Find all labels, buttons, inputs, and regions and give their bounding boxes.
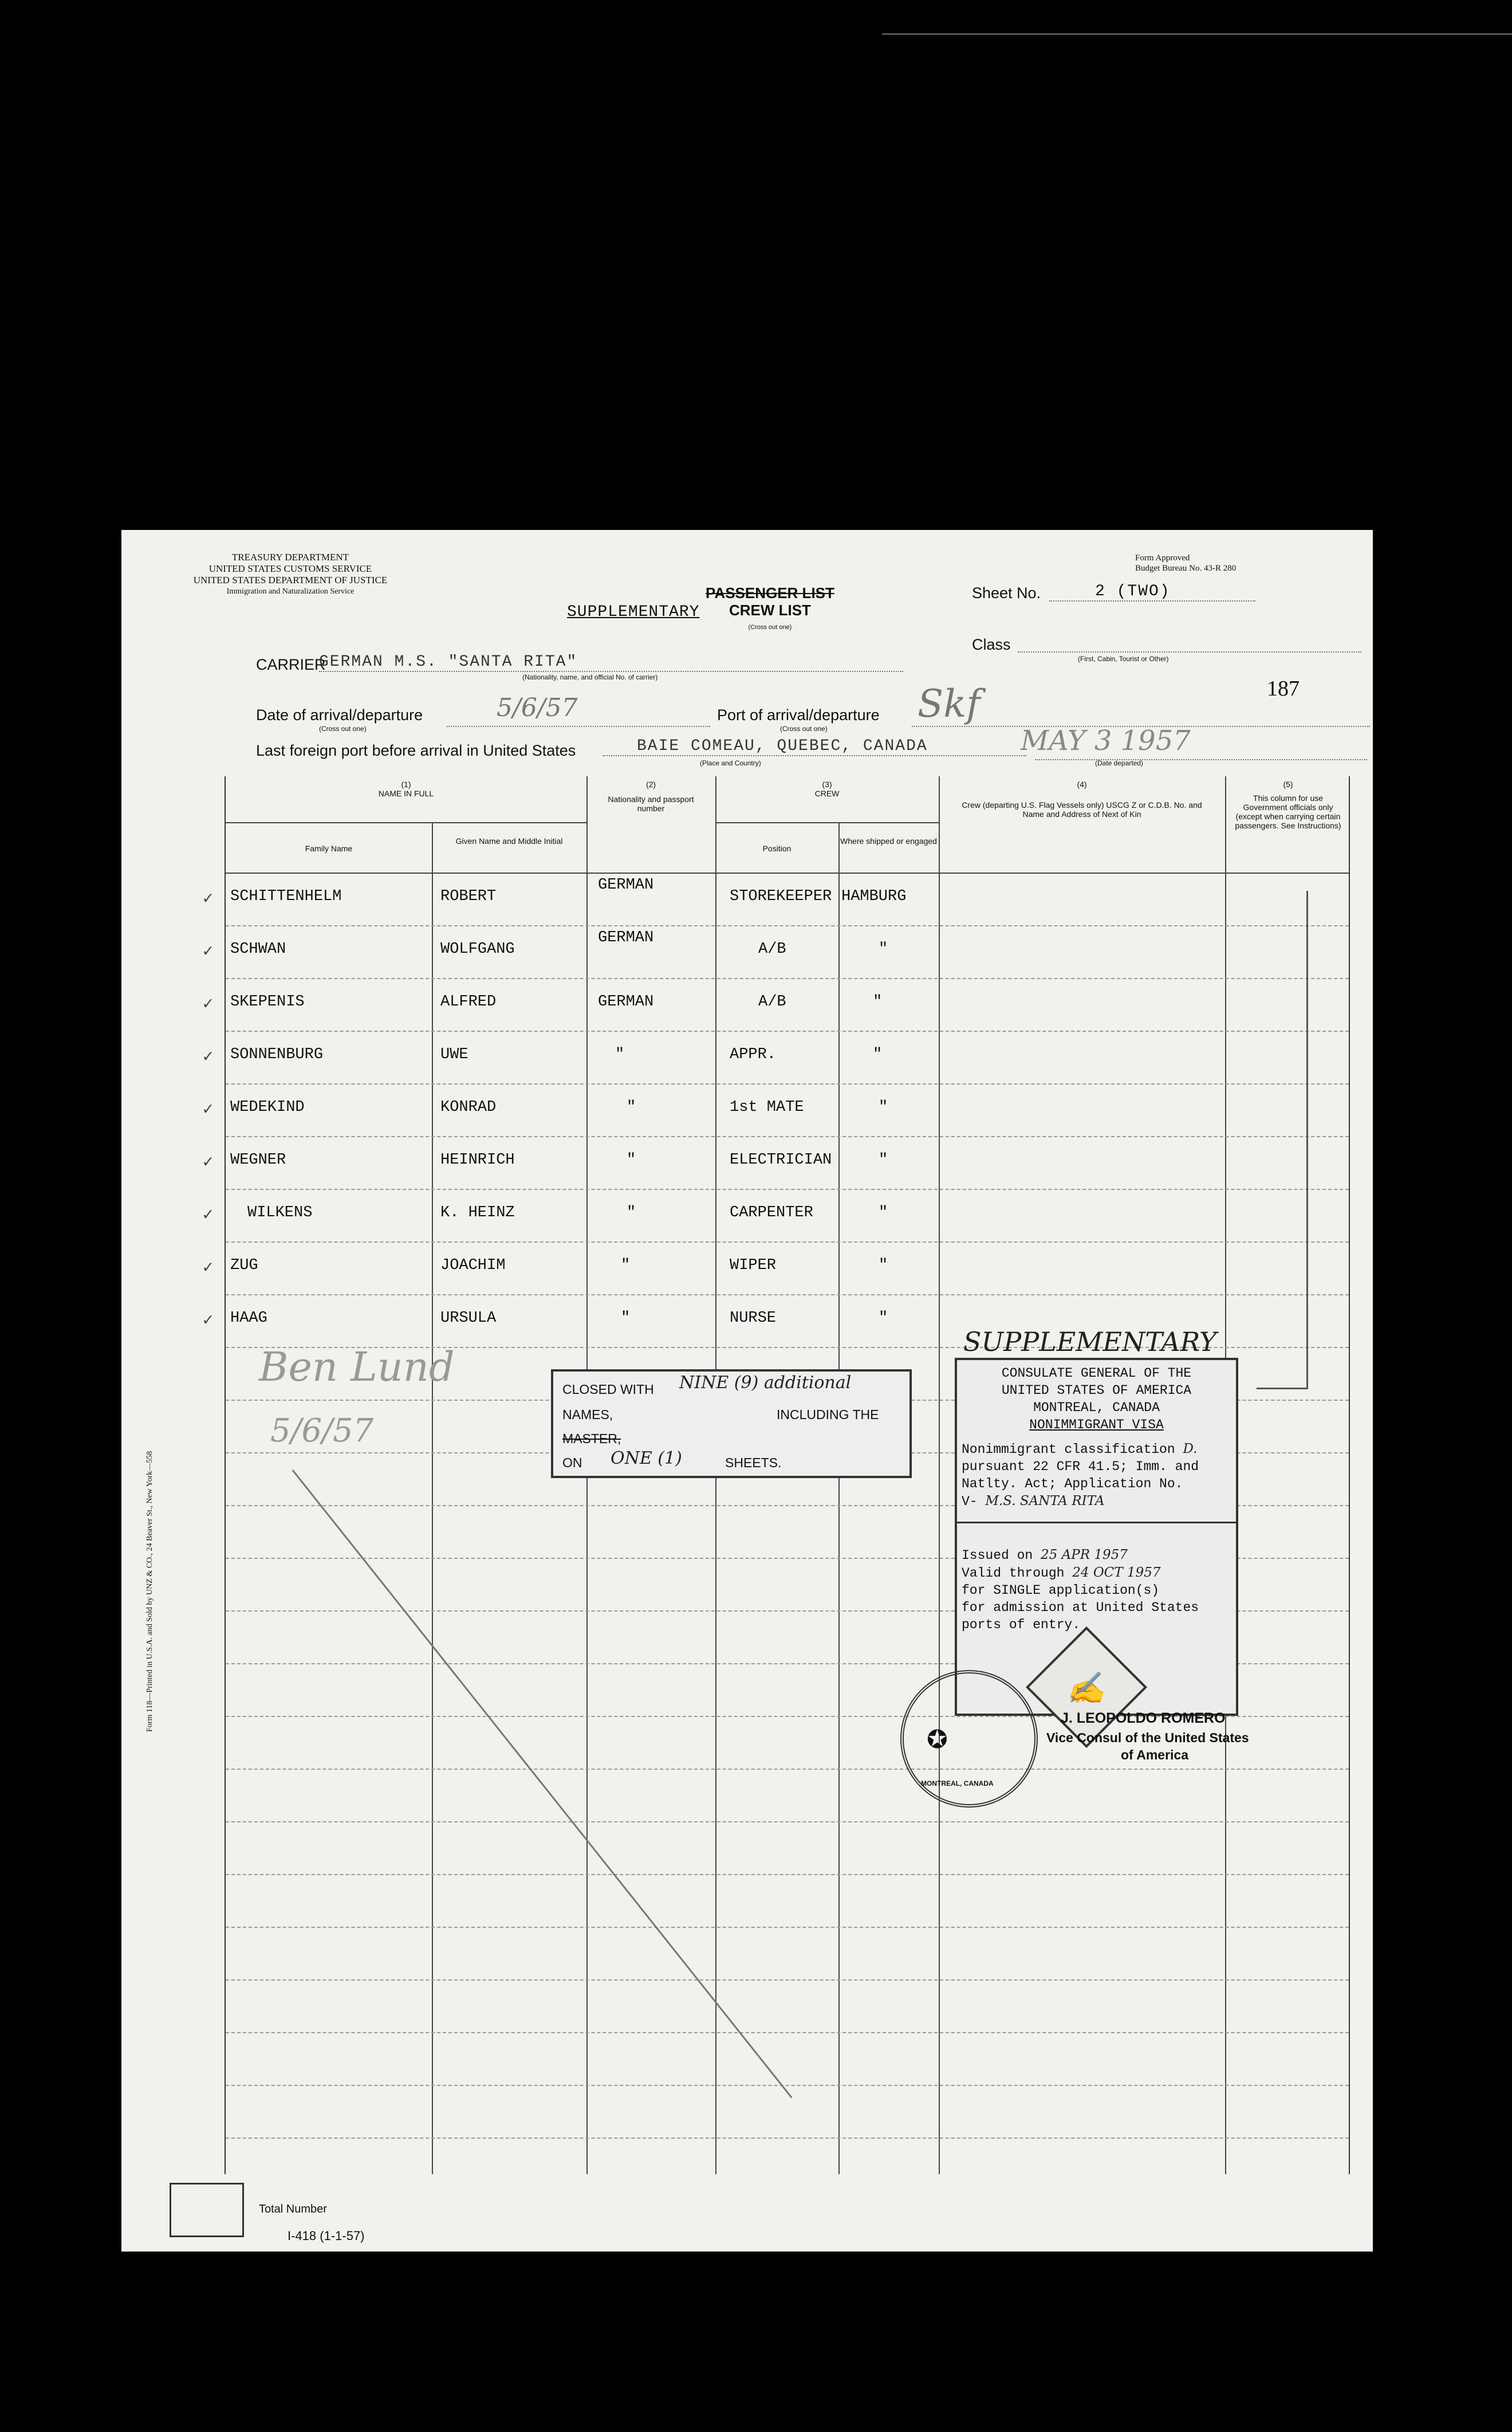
table-row: [203, 1140, 1349, 1193]
given-name: KONRAD: [440, 1099, 497, 1116]
family-name: SKEPENIS: [230, 993, 305, 1011]
port-cross-hint: (Cross out one): [780, 725, 828, 733]
visa-application-label: V-: [962, 1494, 978, 1509]
nationality: ": [615, 1046, 625, 1063]
given-name: ROBERT: [440, 888, 497, 905]
closed-line2b: INCLUDING THE: [777, 1407, 879, 1422]
row-line: [226, 2085, 1349, 2086]
family-name: SCHITTENHELM: [230, 888, 342, 905]
dept-treasury: TREASURY DEPARTMENT: [231, 552, 349, 563]
given-name: WOLFGANG: [440, 941, 515, 958]
visa-classification-value: D.: [1183, 1441, 1198, 1456]
place-hint: (Place and Country): [700, 759, 761, 767]
handwritten-date: 5/6/57: [497, 693, 578, 722]
row-line: [226, 1979, 1349, 1981]
checkmark-icon: ✓: [203, 942, 214, 962]
list-type: [706, 584, 834, 636]
handwritten-port: Skf: [918, 682, 981, 726]
shipped: ": [879, 1152, 888, 1169]
family-name: SONNENBURG: [230, 1046, 324, 1063]
position: A/B: [758, 993, 786, 1011]
visa-valid-value: 24 OCT 1957: [1072, 1565, 1161, 1580]
supplementary-label: SUPPLEMENTARY: [567, 603, 700, 621]
carrier-hint: (Nationality, name, and official No. of carrier): [522, 673, 658, 681]
family-name-header: Family Name: [305, 844, 353, 853]
shipped: ": [879, 1310, 888, 1327]
header-bottom-line: [226, 873, 1349, 874]
printer-imprint: Form 118—Printed in U.S.A. and Sold by UNZ & CO., 24 Beaver St., New York—558: [145, 1451, 154, 1732]
form-approved-label: Form Approved: [1135, 553, 1190, 563]
nationality: GERMAN: [598, 993, 654, 1011]
nationality: ": [627, 1152, 636, 1169]
class-hint: (First, Cabin, Tourist or Other): [1078, 655, 1169, 663]
class-label: Class: [972, 636, 1011, 653]
given-name: HEINRICH: [440, 1152, 515, 1169]
checkmark-icon: ✓: [203, 1101, 214, 1120]
page-number: 187: [1267, 677, 1300, 701]
given-name-header: Given Name and Middle Initial: [455, 836, 563, 846]
date-label: Date of arrival/departure: [256, 706, 423, 724]
subhead-line-1: [226, 822, 586, 823]
shipped: ": [879, 1204, 888, 1221]
col5-number: (5): [1283, 780, 1293, 789]
document-sheet: [121, 530, 1373, 2252]
visa-line1: CONSULATE GENERAL OF THE: [1001, 1366, 1192, 1381]
visa-application-value: M.S. SANTA RITA: [985, 1494, 1105, 1508]
table-row: [203, 1035, 1349, 1087]
row-line: [226, 1821, 1349, 1822]
seal-emblem-icon: ✪: [927, 1726, 948, 1754]
agency-header: [156, 552, 425, 598]
form-number: I-418 (1-1-57): [288, 2229, 365, 2243]
visa-line2: UNITED STATES OF AMERICA: [1001, 1383, 1192, 1398]
position: WIPER: [730, 1257, 777, 1274]
nationality: GERMAN: [598, 929, 654, 946]
visa-classification-label: Nonimmigrant classification: [962, 1442, 1175, 1457]
visa-line12: for admission at United States: [962, 1600, 1199, 1615]
date-departed-field: [1035, 758, 1367, 760]
checkmark-icon: ✓: [203, 1311, 214, 1331]
visa-line6: pursuant 22 CFR 41.5; Imm. and: [962, 1459, 1199, 1474]
family-name: WEGNER: [230, 1152, 286, 1169]
position: NURSE: [730, 1310, 777, 1327]
position: 1st MATE: [730, 1099, 804, 1116]
total-number-label: Total Number: [259, 2203, 327, 2215]
table-row: [203, 877, 1349, 929]
col3-number: (3): [822, 780, 832, 789]
visa-applications-label: application(s): [1048, 1583, 1160, 1598]
closed-count-handwritten: NINE (9) additional: [679, 1373, 852, 1393]
col1-title: NAME IN FULL: [378, 789, 434, 798]
visa-line4: NONIMMIGRANT VISA: [1029, 1417, 1164, 1432]
family-name: SCHWAN: [230, 941, 286, 958]
visa-line13: ports of entry.: [962, 1617, 1081, 1632]
shipped: HAMBURG: [841, 888, 907, 905]
family-name: WEDEKIND: [230, 1099, 305, 1116]
port-label: Port of arrival/departure: [717, 706, 880, 724]
carrier-value: GERMAN M.S. "SANTA RITA": [319, 653, 903, 672]
visa-line7: Natlty. Act; Application No.: [962, 1476, 1183, 1491]
shipped: ": [879, 1257, 888, 1274]
closed-line4a: ON: [562, 1455, 582, 1470]
given-name: URSULA: [440, 1310, 497, 1327]
class-field: [1018, 650, 1361, 653]
sheet-no-label: Sheet No.: [972, 584, 1041, 602]
col4-title: Crew (departing U.S. Flag Vessels only) USCG Z or C.D.B. No. and Name and Address of Next of Kin: [962, 800, 1202, 819]
visa-issued-label: Issued on: [962, 1548, 1033, 1563]
consul-title-2: of America: [1121, 1747, 1189, 1762]
subhead-line-3: [715, 822, 939, 823]
consulate-seal: [900, 1670, 1038, 1808]
family-name: HAAG: [230, 1310, 267, 1327]
position: APPR.: [730, 1046, 777, 1063]
col2-number: (2): [645, 780, 656, 789]
nationality: ": [621, 1310, 631, 1327]
table-row: [203, 929, 1349, 982]
col4-number: (4): [1077, 780, 1087, 789]
date-departed-hint: (Date departed): [1095, 759, 1144, 767]
row-line: [226, 1769, 1349, 1770]
signature-scrawl: Ben Lund: [259, 1343, 455, 1390]
nationality: ": [627, 1204, 636, 1221]
seal-text: MONTREAL, CANADA: [921, 1779, 994, 1787]
total-number-box: [170, 2183, 244, 2237]
col3-title: CREW: [814, 789, 840, 798]
position: STOREKEEPER: [730, 888, 832, 905]
row-line: [226, 1874, 1349, 1875]
closed-line2: NAMES,: [562, 1407, 613, 1422]
closed-line3: MASTER,: [562, 1431, 621, 1446]
closed-line1: CLOSED WITH: [562, 1382, 654, 1397]
carrier-label: CARRIER: [256, 656, 326, 673]
checkmark-icon: ✓: [203, 1206, 214, 1225]
sheet-no-value: 2 (TWO): [1049, 583, 1255, 602]
supplementary-handwritten: SUPPLEMENTARY: [963, 1326, 1217, 1357]
row-line: [226, 2032, 1349, 2033]
checkmark-icon: ✓: [203, 1048, 214, 1067]
last-port-label: Last foreign port before arrival in United States: [256, 742, 576, 759]
consul-signature: ✍: [1066, 1670, 1105, 1706]
col5-title: This column for use Government officials only (except when carrying certain passengers. See Instructions): [1235, 793, 1341, 830]
closed-line4b: SHEETS.: [725, 1455, 782, 1470]
visa-for-label: for: [962, 1583, 986, 1598]
signature-date: 5/6/57: [270, 1412, 374, 1449]
position: CARPENTER: [730, 1204, 813, 1221]
cross-out-hint: (Cross out one): [748, 624, 792, 631]
film-edge-line: [882, 33, 1512, 35]
visa-for-value: SINGLE: [993, 1583, 1041, 1598]
shipped: ": [879, 941, 888, 958]
nationality: ": [621, 1257, 631, 1274]
checkmark-icon: ✓: [203, 1153, 214, 1173]
position-header: Position: [762, 844, 792, 853]
visa-issued-value: 25 APR 1957: [1041, 1547, 1128, 1562]
date-departed-stamp: MAY 3 1957: [1021, 725, 1191, 757]
table-row: [203, 982, 1349, 1035]
checkmark-icon: ✓: [203, 1259, 214, 1278]
family-name: ZUG: [230, 1257, 258, 1274]
given-name: JOACHIM: [440, 1257, 506, 1274]
position: ELECTRICIAN: [730, 1152, 832, 1169]
dept-customs: UNITED STATES CUSTOMS SERVICE: [208, 563, 372, 574]
budget-bureau-number: Budget Bureau No. 43-R 280: [1135, 564, 1237, 573]
visa-valid-label: Valid through: [962, 1566, 1065, 1581]
checkmark-icon: ✓: [203, 890, 214, 909]
row-line: [226, 2138, 1349, 2139]
passenger-list-label: PASSENGER LIST: [706, 584, 834, 602]
consul-title-1: Vice Consul of the United States: [1046, 1730, 1249, 1745]
table-row: [203, 1193, 1349, 1246]
official-bracket-mark: [1257, 891, 1308, 1389]
visa-line3: MONTREAL, CANADA: [1033, 1400, 1160, 1415]
form-approved: [1135, 553, 1236, 573]
shipped: ": [873, 1046, 883, 1063]
consul-name: J. LEOPOLDO ROMERO: [1061, 1710, 1226, 1726]
shipped: ": [879, 1099, 888, 1116]
col2-title: Nationality and passport number: [608, 795, 694, 813]
shipped-header: Where shipped or engaged: [840, 836, 937, 846]
table-row: [203, 1087, 1349, 1140]
checkmark-icon: ✓: [203, 995, 214, 1015]
dept-ins: Immigration and Naturalization Service: [226, 587, 355, 596]
given-name: UWE: [440, 1046, 468, 1063]
shipped: ": [873, 993, 883, 1011]
date-field: [447, 725, 710, 727]
nationality: ": [627, 1099, 636, 1116]
table-row: [203, 1246, 1349, 1298]
given-name: K. HEINZ: [440, 1204, 515, 1221]
given-name: ALFRED: [440, 993, 497, 1011]
position: A/B: [758, 941, 786, 958]
last-port-value: BAIE COMEAU, QUEBEC, CANADA: [603, 737, 1026, 756]
crew-list-label: CREW LIST: [729, 602, 811, 619]
col1-number: (1): [401, 780, 411, 789]
dept-justice: UNITED STATES DEPARTMENT OF JUSTICE: [193, 575, 388, 586]
family-name: WILKENS: [247, 1204, 313, 1221]
row-line: [226, 1927, 1349, 1928]
closed-with-stamp: [551, 1369, 912, 1478]
closed-sheets-handwritten: ONE (1): [611, 1448, 682, 1468]
date-cross-hint: (Cross out one): [319, 725, 367, 733]
nationality: GERMAN: [598, 877, 654, 894]
